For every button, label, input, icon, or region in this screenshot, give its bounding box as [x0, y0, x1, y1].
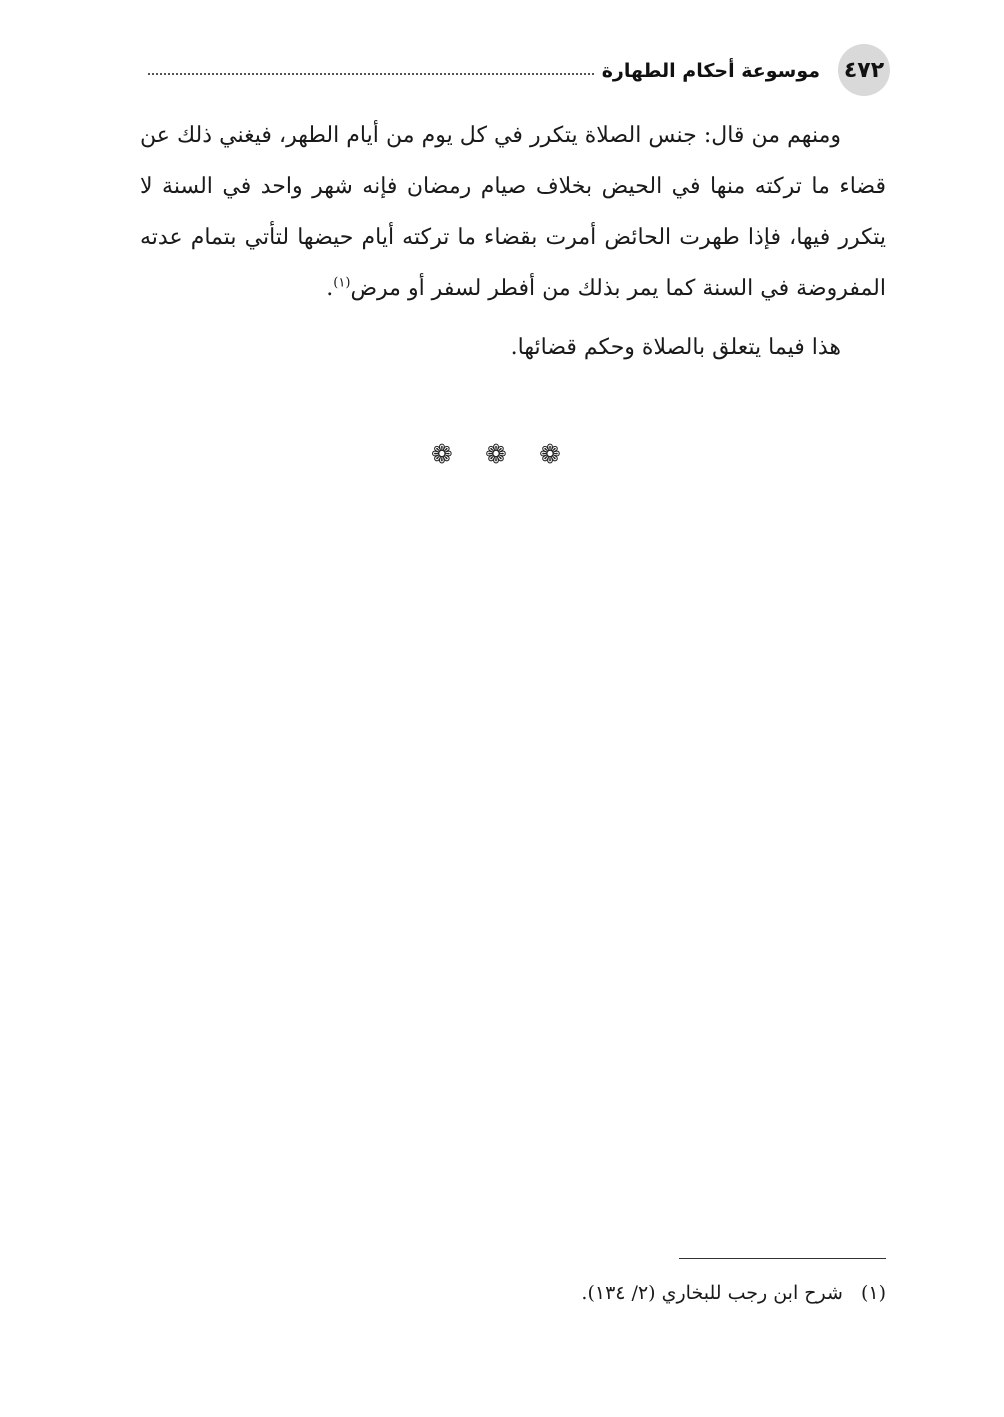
paragraph-1-text: ومنهم من قال: جنس الصلاة يتكرر في كل يوم من أيام الطهر، فيغني ذلك عن قضاء ما تركته منها في الحيض بخلاف صيام رمضان فإنه شهر واحد في السنة لا يتكرر فيها، فإذا طهرت الحائض أمرت بقضاء ما تركته أيام حيضها لتأتي بتمام عدته المفروضة في السنة كما يمر بذلك من أفطر لسفر أو مرض: [140, 123, 886, 301]
header-dots-left: [148, 73, 594, 75]
header-title-line: [148, 58, 828, 84]
paragraph-1-end: .: [326, 276, 334, 301]
footnote-separator: [679, 1258, 886, 1259]
section-divider-ornament: ❁ ❁ ❁: [431, 440, 573, 470]
footnote-text: شرح ابن رجب للبخاري (٢/ ١٣٤).: [581, 1282, 843, 1304]
footnote: [140, 1276, 886, 1310]
running-header: [148, 44, 890, 96]
page-number-badge: [838, 44, 890, 96]
page-number: ٤٧٢: [843, 57, 885, 83]
paragraph-1: [140, 110, 886, 314]
paragraph-2: هذا فيما يتعلق بالصلاة وحكم قضائها.: [510, 335, 841, 360]
book-title: موسوعة أحكام الطهارة: [601, 60, 820, 82]
main-text: [140, 110, 886, 373]
footnote-reference[interactable]: (١): [333, 275, 351, 291]
footnote-number: (١): [860, 1282, 886, 1304]
